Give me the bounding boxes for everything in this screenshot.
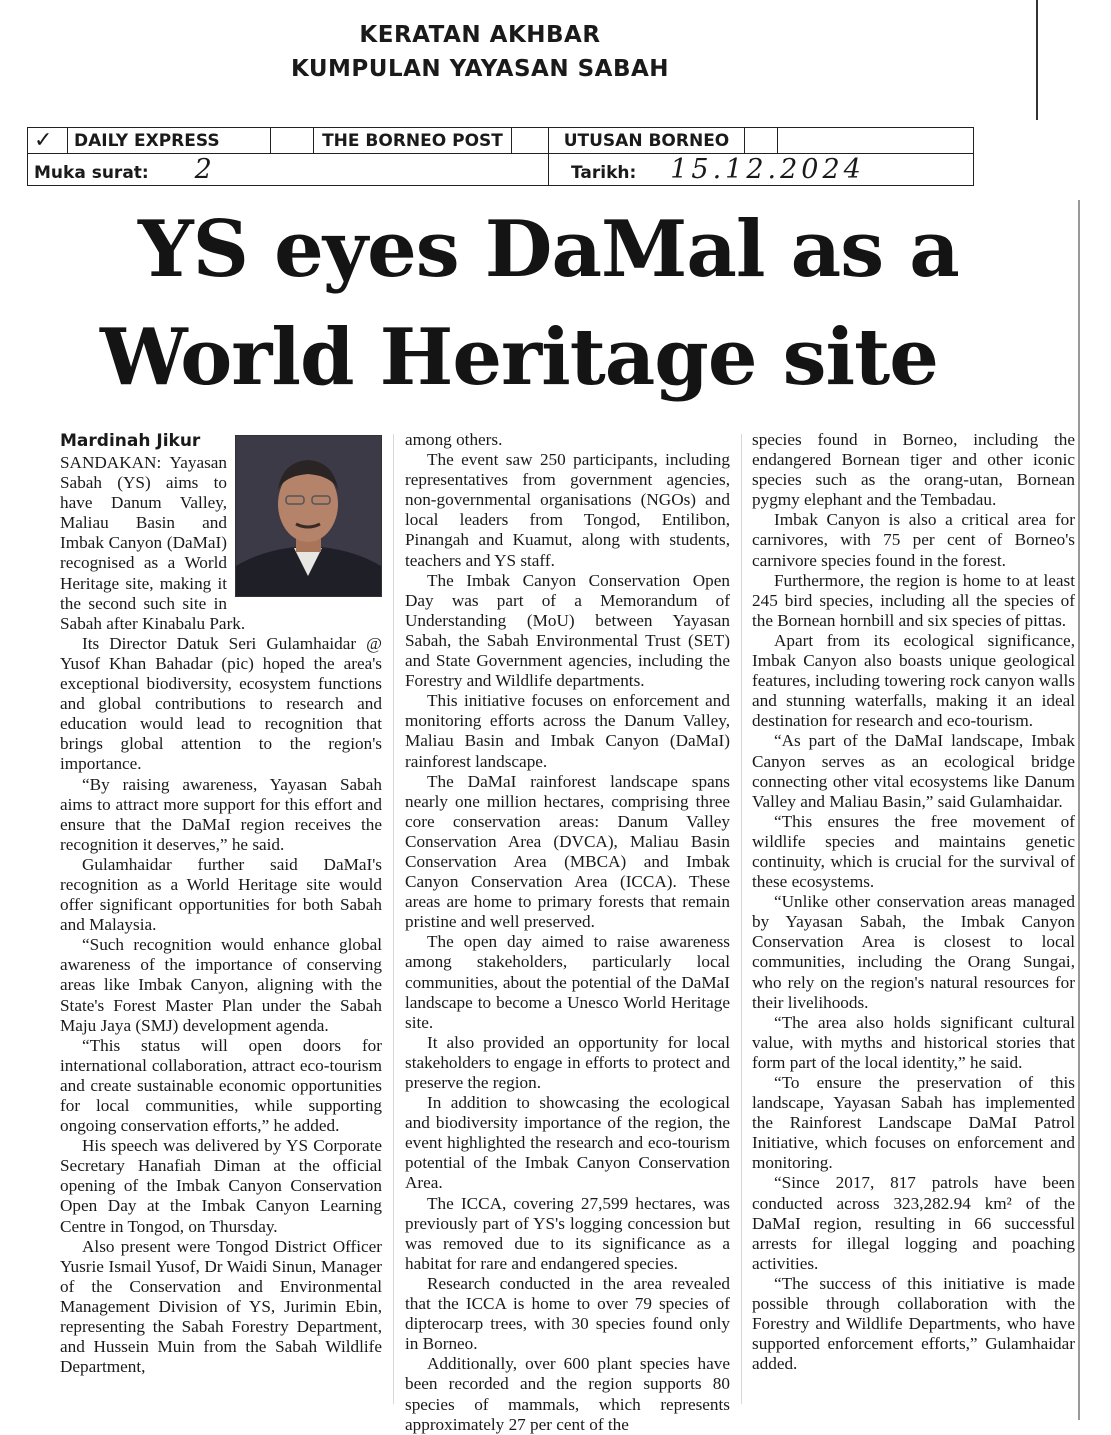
page-value: 2 (194, 154, 216, 185)
paragraph: The ICCA, covering 27,599 hectares, was previously part of YS's logging concession but was removed due to its significance as a habitat for rare and endangered species. (405, 1193, 730, 1273)
headline (100, 196, 1060, 412)
check-cell (28, 128, 68, 154)
paragraph: among others. (405, 430, 503, 449)
headline-line1: YS eyes DaMal as a (138, 204, 959, 295)
paragraph: Its Director Datuk Seri Gulamhaidar @ Yusof Khan Bahadar (pic) hoped the area's exceptional biodiversity, ecosystem functions and global contributions to research and education would lead to recognition that brings global attention to the region's importance. (60, 633, 382, 774)
paragraph: The open day aimed to raise awareness among stakeholders, particularly local communities, about the potential of the DaMaI landscape to become a Unesco World Heritage site. (405, 932, 730, 1032)
date-label: Tarikh: (571, 163, 637, 183)
paragraph: Research conducted in the area revealed that the ICCA is home to over 79 species of dipterocarp trees, with 30 species found only in Borneo. (405, 1273, 730, 1354)
column-rule (741, 434, 742, 1404)
daily-express-cell: DAILY EXPRESS (68, 128, 271, 154)
paragraph: “To ensure the preservation of this landscape, Yayasan Sabah has implemented the Rainforest Landscape DaMaI Patrol Initiative, which focuses on enforcement and monitoring. (752, 1073, 1075, 1173)
paragraph: “As part of the DaMaI landscape, Imbak Canyon serves as an ecological bridge connecting other vital ecosystems like Danum Valley and Maliau Basin,” said Gulamhaidar. (752, 731, 1075, 811)
portrait-image (236, 436, 381, 596)
article-column-2 (405, 430, 730, 1435)
paragraph: Gulamhaidar further said DaMaI's recognition as a World Heritage site would offer significant opportunities for both Sabah and Malaysia. (60, 854, 382, 935)
page-cell (28, 154, 549, 186)
paragraph: “The success of this initiative is made possible through collaboration with the Forestry and Wildlife Departments, who have supported enforcement efforts,” Gulamhaidar added. (752, 1273, 1075, 1374)
date-value: 15.12.2024 (670, 154, 865, 185)
headline-line2: World Heritage site (100, 312, 938, 403)
paragraph: Additionally, over 600 plant species have been recorded and the region supports 80 species of mammals, which represents approximately 27 per cent of the (405, 1354, 730, 1434)
paragraph: Imbak Canyon is also a critical area for carnivores, with 75 per cent of Borneo's carnivore species found in the forest. (752, 510, 1075, 570)
borneo-post-cell: THE BORNEO POST (314, 128, 512, 154)
paragraph: The event saw 250 participants, including representatives from government agencies, non-governmental organisations (NGOs) and local leaders from Tongod, Entilibon, Pinangah and Kuamut, along with students, teachers and YS staff. (405, 450, 730, 570)
paragraph: “The area also holds significant cultural value, with myths and historical stories that form part of the local identity,” he said. (752, 1012, 1075, 1072)
paragraph: “This ensures the free movement of wildlife species and maintains genetic continuity, which is crucial for the survival of these ecosystems. (752, 811, 1075, 892)
paragraph: The Imbak Canyon Conservation Open Day was part of a Memorandum of Understanding (MoU) between Yayasan Sabah, the Sabah Environmental Trust (SET) and State Government agencies, including the Forestry and Wildlife departments. (405, 570, 730, 691)
article-column-1 (60, 430, 382, 1377)
utusan-borneo-cell: UTUSAN BORNEO (549, 128, 745, 154)
paragraph: “Such recognition would enhance global awareness of the importance of conserving areas like Imbak Canyon, aligning with the State's Forest Master Plan under the Sabah Maju Jaya (SMJ) development agenda. (60, 935, 382, 1035)
utusan-check-cell (512, 128, 549, 154)
check-mark-icon: ✓ (34, 128, 53, 153)
clipping-header (0, 18, 960, 86)
scan-edge-line (1036, 0, 1038, 120)
column-rule (393, 434, 394, 1404)
paragraph: This initiative focuses on enforcement and monitoring efforts across the Danum Valley, Maliau Basin and Imbak Canyon (DaMaI) rainforest landscape. (405, 691, 730, 771)
paragraph: His speech was delivered by YS Corporate Secretary Hanafiah Diman at the official opening of the Imbak Canyon Conservation Open Day at the Imbak Canyon Learning Centre in Tongod, on Thursday. (60, 1136, 382, 1236)
paragraph: SANDAKAN: Yayasan Sabah (YS) aims to have Danum Valley, Maliau Basin and Imbak Canyon (DaMaI) recognised as a World Heritage site, making it the second such site in Sabah after Kinabalu Park. (60, 453, 246, 633)
paragraph: “Since 2017, 817 patrols have been conducted across 323,282.94 km² of the DaMaI region, resulting in 66 successful arrests for illegal logging and poaching activities. (752, 1173, 1075, 1273)
scan-edge-line (1078, 200, 1080, 1420)
article-column-3 (752, 430, 1075, 1374)
source-table (27, 127, 974, 186)
paragraph: Apart from its ecological significance, Imbak Canyon also boasts unique geological features, including towering rock canyon walls and stunning waterfalls, making it an ideal destination for research and eco-tourism. (752, 630, 1075, 731)
paragraph: The DaMaI rainforest landscape spans nearly one million hectares, comprising three core conservation areas: Danum Valley Conservation Area (DVCA), Maliau Basin Conservation Area (MBCA) and Imbak Canyon Conservation Area (ICCA). These areas are home to primary forests that remain pristine and well preserved. (405, 771, 730, 932)
date-cell (549, 154, 974, 186)
paragraph: “Unlike other conservation areas managed by Yayasan Sabah, the Imbak Canyon Conservation Area is closest to local communities, including the Orang Sungai, who rely on the region's natural resources for their livelihoods. (752, 892, 1075, 1012)
paragraph: species found in Borneo, including the endangered Bornean tiger and other iconic species such as the orang-utan, Bornean pygmy elephant and the Tembadau. (752, 430, 1075, 510)
paragraph: Furthermore, the region is home to at least 245 bird species, including all the species of the Bornean hornbill and six species of pittas. (752, 570, 1075, 630)
blank-cell (778, 128, 974, 154)
paragraph: “By raising awareness, Yayasan Sabah aims to attract more support for this effort and ensure that the DaMaI region receives the recognition it deserves,” he said. (60, 774, 382, 854)
portrait-photo (235, 435, 382, 597)
clipping-header-line2: KUMPULAN YAYASAN SABAH (290, 56, 670, 82)
blank-cell (745, 128, 778, 154)
page-label: Muka surat: (34, 163, 149, 183)
paragraph: In addition to showcasing the ecological and biodiversity importance of the region, the event highlighted the research and eco-tourism potential of the Imbak Canyon Conservation Area. (405, 1093, 730, 1193)
borneo-post-check-cell (271, 128, 314, 154)
paragraph: It also provided an opportunity for local stakeholders to engage in efforts to protect and preserve the region. (405, 1032, 730, 1092)
byline: Mardinah Jikur (60, 431, 201, 451)
clipping-header-line1: KERATAN AKHBAR (359, 22, 601, 48)
paragraph: Also present were Tongod District Officer Yusrie Ismail Yusof, Dr Waidi Sinun, Manager of the Conservation and Environmental Management Division of YS, Jurimin Ebin, representing the Sabah Forestry Department, and Hussein Muin from the Sabah Wildlife Department, (60, 1236, 382, 1377)
paragraph: “This status will open doors for international collaboration, attract eco-tourism and create sustainable economic opportunities for local communities, while supporting ongoing conservation efforts,” he added. (60, 1035, 382, 1136)
